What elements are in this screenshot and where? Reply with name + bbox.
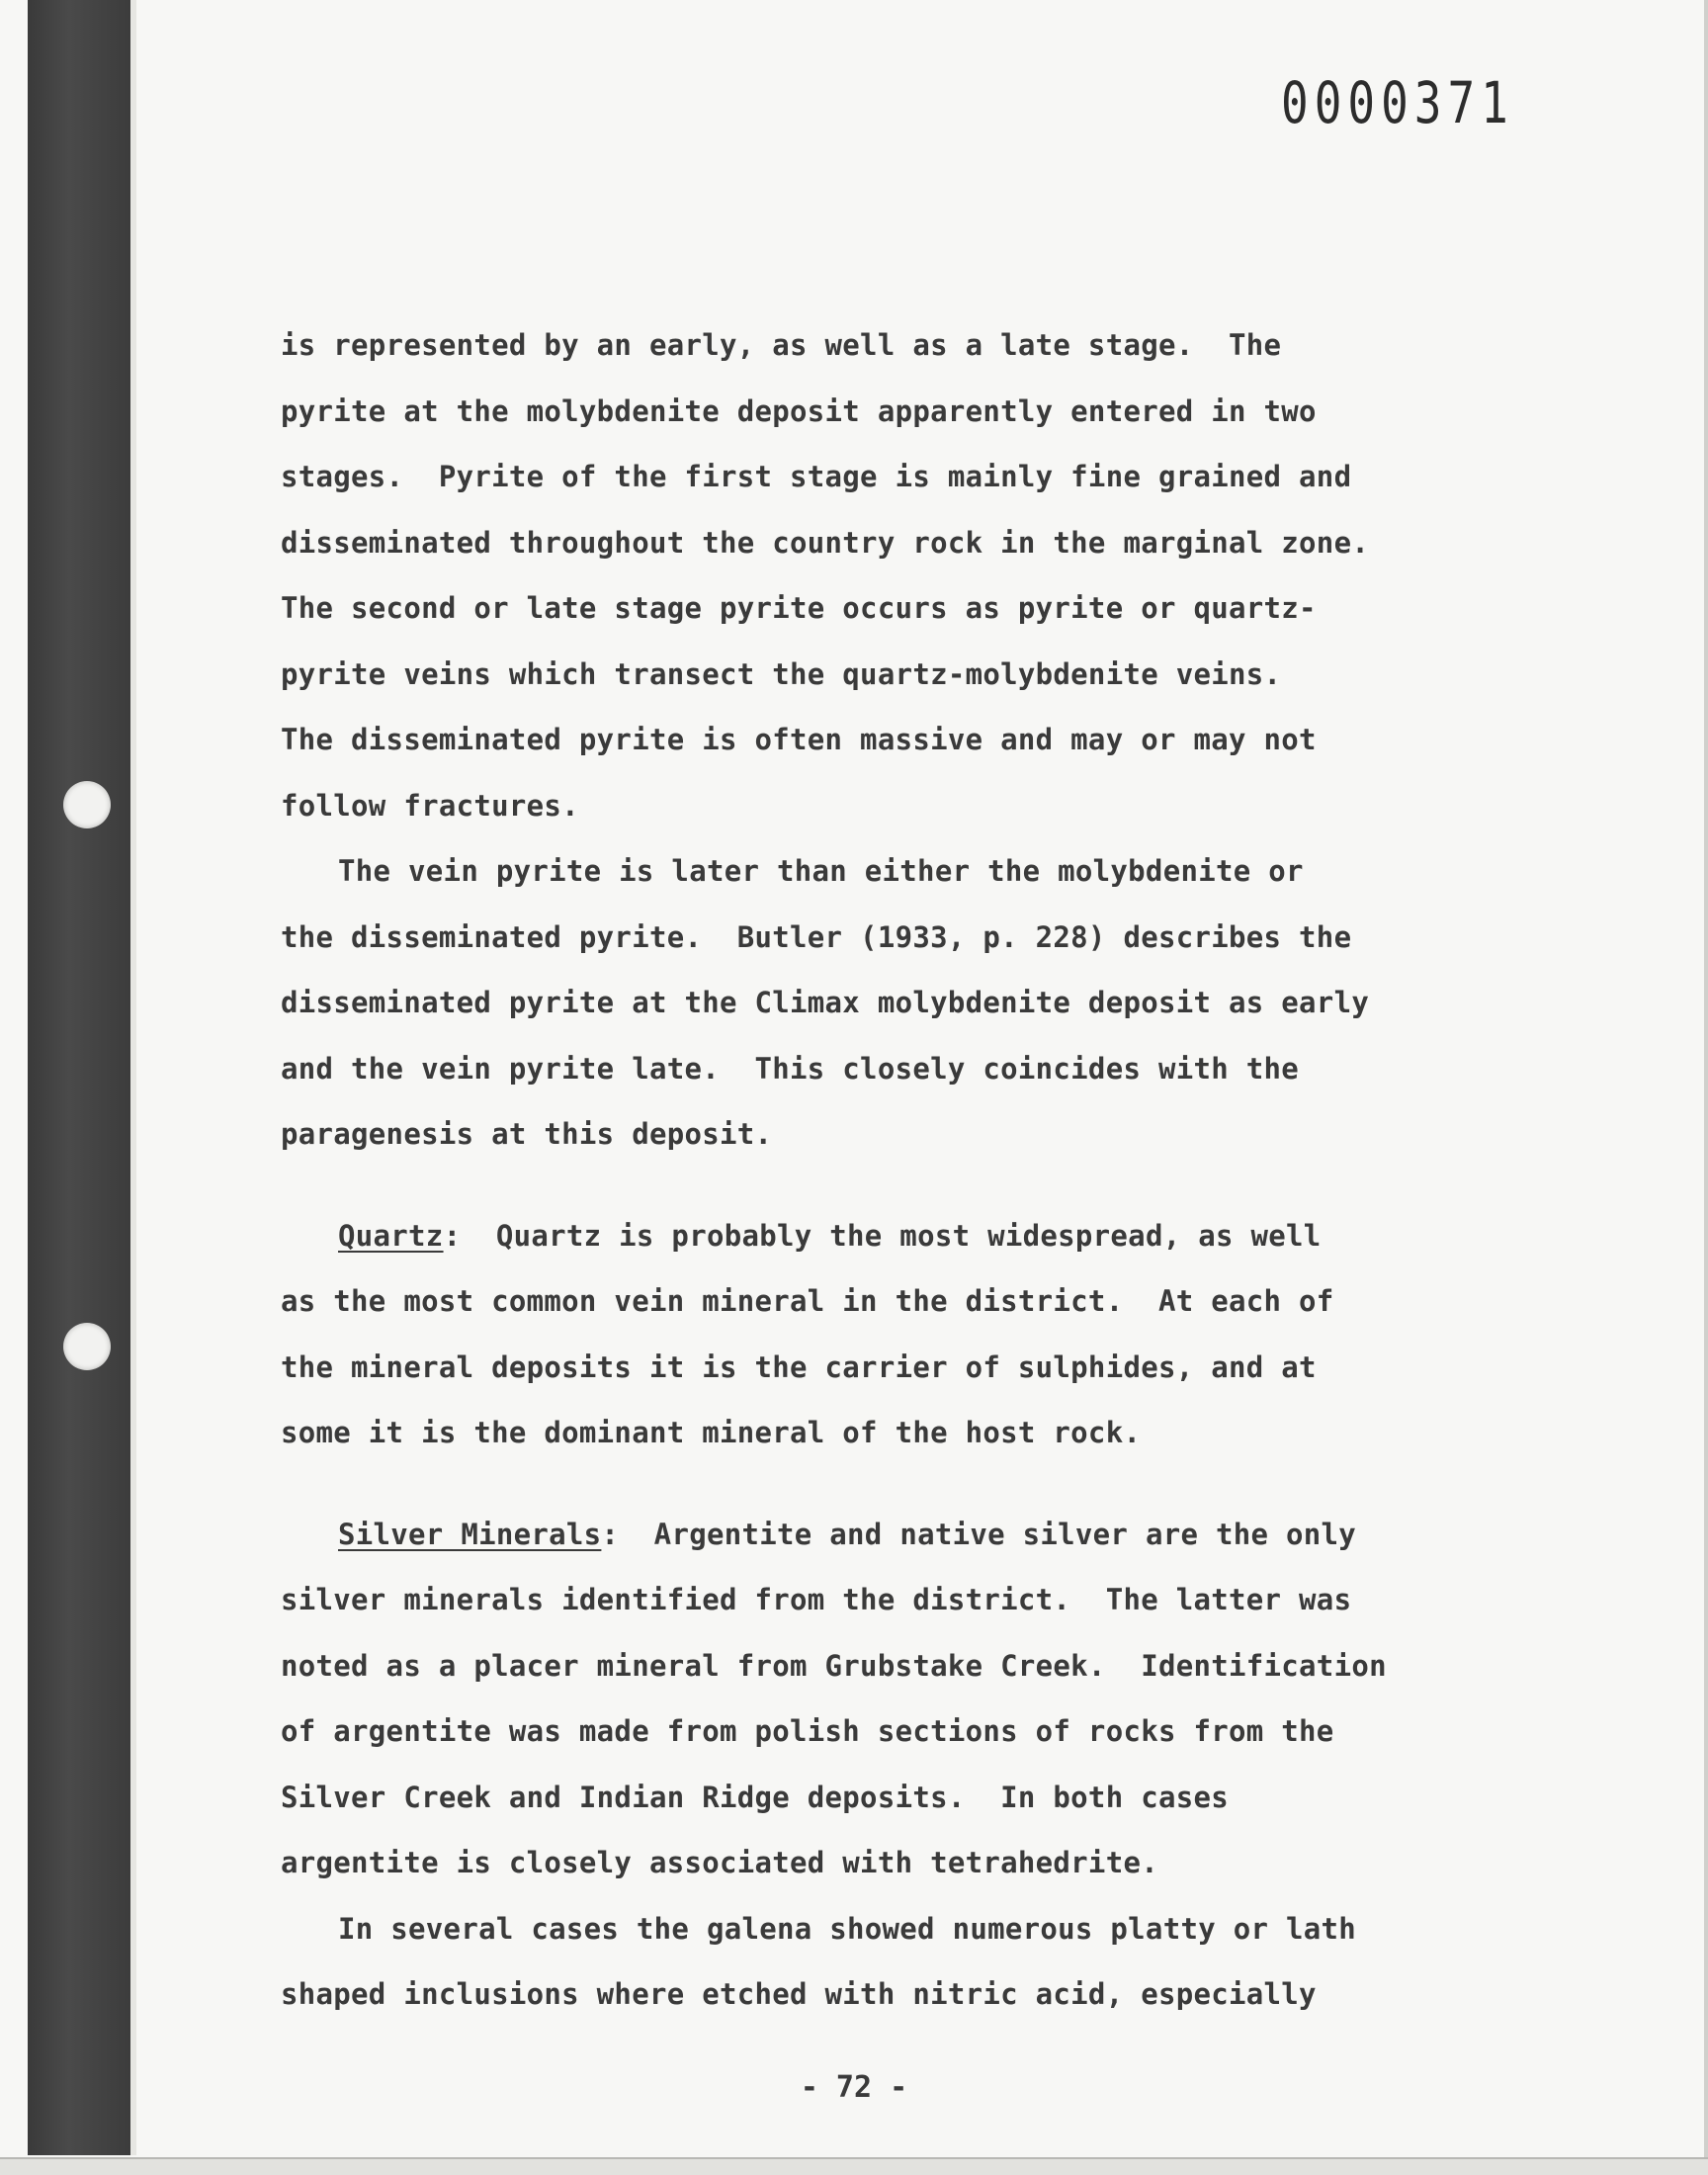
text-line: follow fractures. <box>281 788 579 823</box>
silver-section <box>281 1502 1546 1896</box>
section-text: : Argentite and native silver are the only <box>601 1517 1357 1551</box>
text-line: pyrite at the molybdenite deposit apparently entered in two <box>281 393 1317 428</box>
text-line: The disseminated pyrite is often massive and may or may not <box>281 723 1317 756</box>
page-edge <box>1704 0 1708 2175</box>
document-number: 0000371 <box>1281 69 1514 136</box>
body-text <box>281 312 1546 2028</box>
quartz-section <box>281 1203 1546 1466</box>
binding-edge <box>130 0 136 2155</box>
section-heading: Silver Minerals <box>338 1517 602 1551</box>
text-line: The vein pyrite is later than either the molybdenite or <box>338 854 1304 888</box>
text-line: paragenesis at this deposit. <box>281 1117 773 1151</box>
section-heading: Quartz <box>338 1218 444 1253</box>
section-text: : Quartz is probably the most widespread, as well <box>443 1218 1322 1253</box>
text-line: In several cases the galena showed numerous platty or lath <box>338 1911 1357 1946</box>
text-line: is represented by an early, as well as a late stage. The <box>281 328 1282 362</box>
binding-strip <box>28 0 130 2155</box>
text-line: disseminated throughout the country rock in the marginal zone. <box>281 525 1370 560</box>
text-line: Silver Creek and Indian Ridge deposits. In both cases <box>281 1780 1230 1814</box>
text-line: disseminated pyrite at the Climax molybdenite deposit as early <box>281 986 1370 1019</box>
text-line: the mineral deposits it is the carrier of sulphides, and at <box>281 1349 1317 1384</box>
text-line: and the vein pyrite late. This closely coincides with the <box>281 1051 1300 1086</box>
punch-hole <box>63 781 111 828</box>
punch-hole <box>63 1323 111 1370</box>
text-line: noted as a placer mineral from Grubstake Creek. Identification <box>281 1648 1387 1683</box>
text-line <box>281 1502 1546 1568</box>
paragraph-gap <box>281 1168 1546 1203</box>
text-line: some it is the dominant mineral of the host rock. <box>281 1416 1142 1449</box>
text-line <box>281 1203 1546 1269</box>
text-line: stages. Pyrite of the first stage is mainly fine grained and <box>281 460 1352 493</box>
paragraph <box>281 838 1546 1168</box>
text-line: The second or late stage pyrite occurs as pyrite or quartz- <box>281 591 1317 625</box>
page-edge <box>0 2157 1708 2175</box>
text-line: pyrite veins which transect the quartz-molybdenite veins. <box>281 656 1282 691</box>
text-line: the disseminated pyrite. Butler (1933, p. 228) describes the <box>281 919 1352 954</box>
text-line: argentite is closely associated with tetrahedrite. <box>281 1846 1158 1879</box>
text-line: of argentite was made from polish sections of rocks from the <box>281 1714 1334 1748</box>
paragraph <box>281 1896 1546 2028</box>
text-line: as the most common vein mineral in the district. At each of <box>281 1284 1334 1318</box>
paragraph-gap <box>281 1466 1546 1502</box>
paragraph <box>281 312 1546 838</box>
page-number: - 72 - <box>800 2070 908 2105</box>
text-line: silver minerals identified from the district. The latter was <box>281 1583 1352 1616</box>
text-line: shaped inclusions where etched with nitric acid, especially <box>281 1977 1317 2011</box>
